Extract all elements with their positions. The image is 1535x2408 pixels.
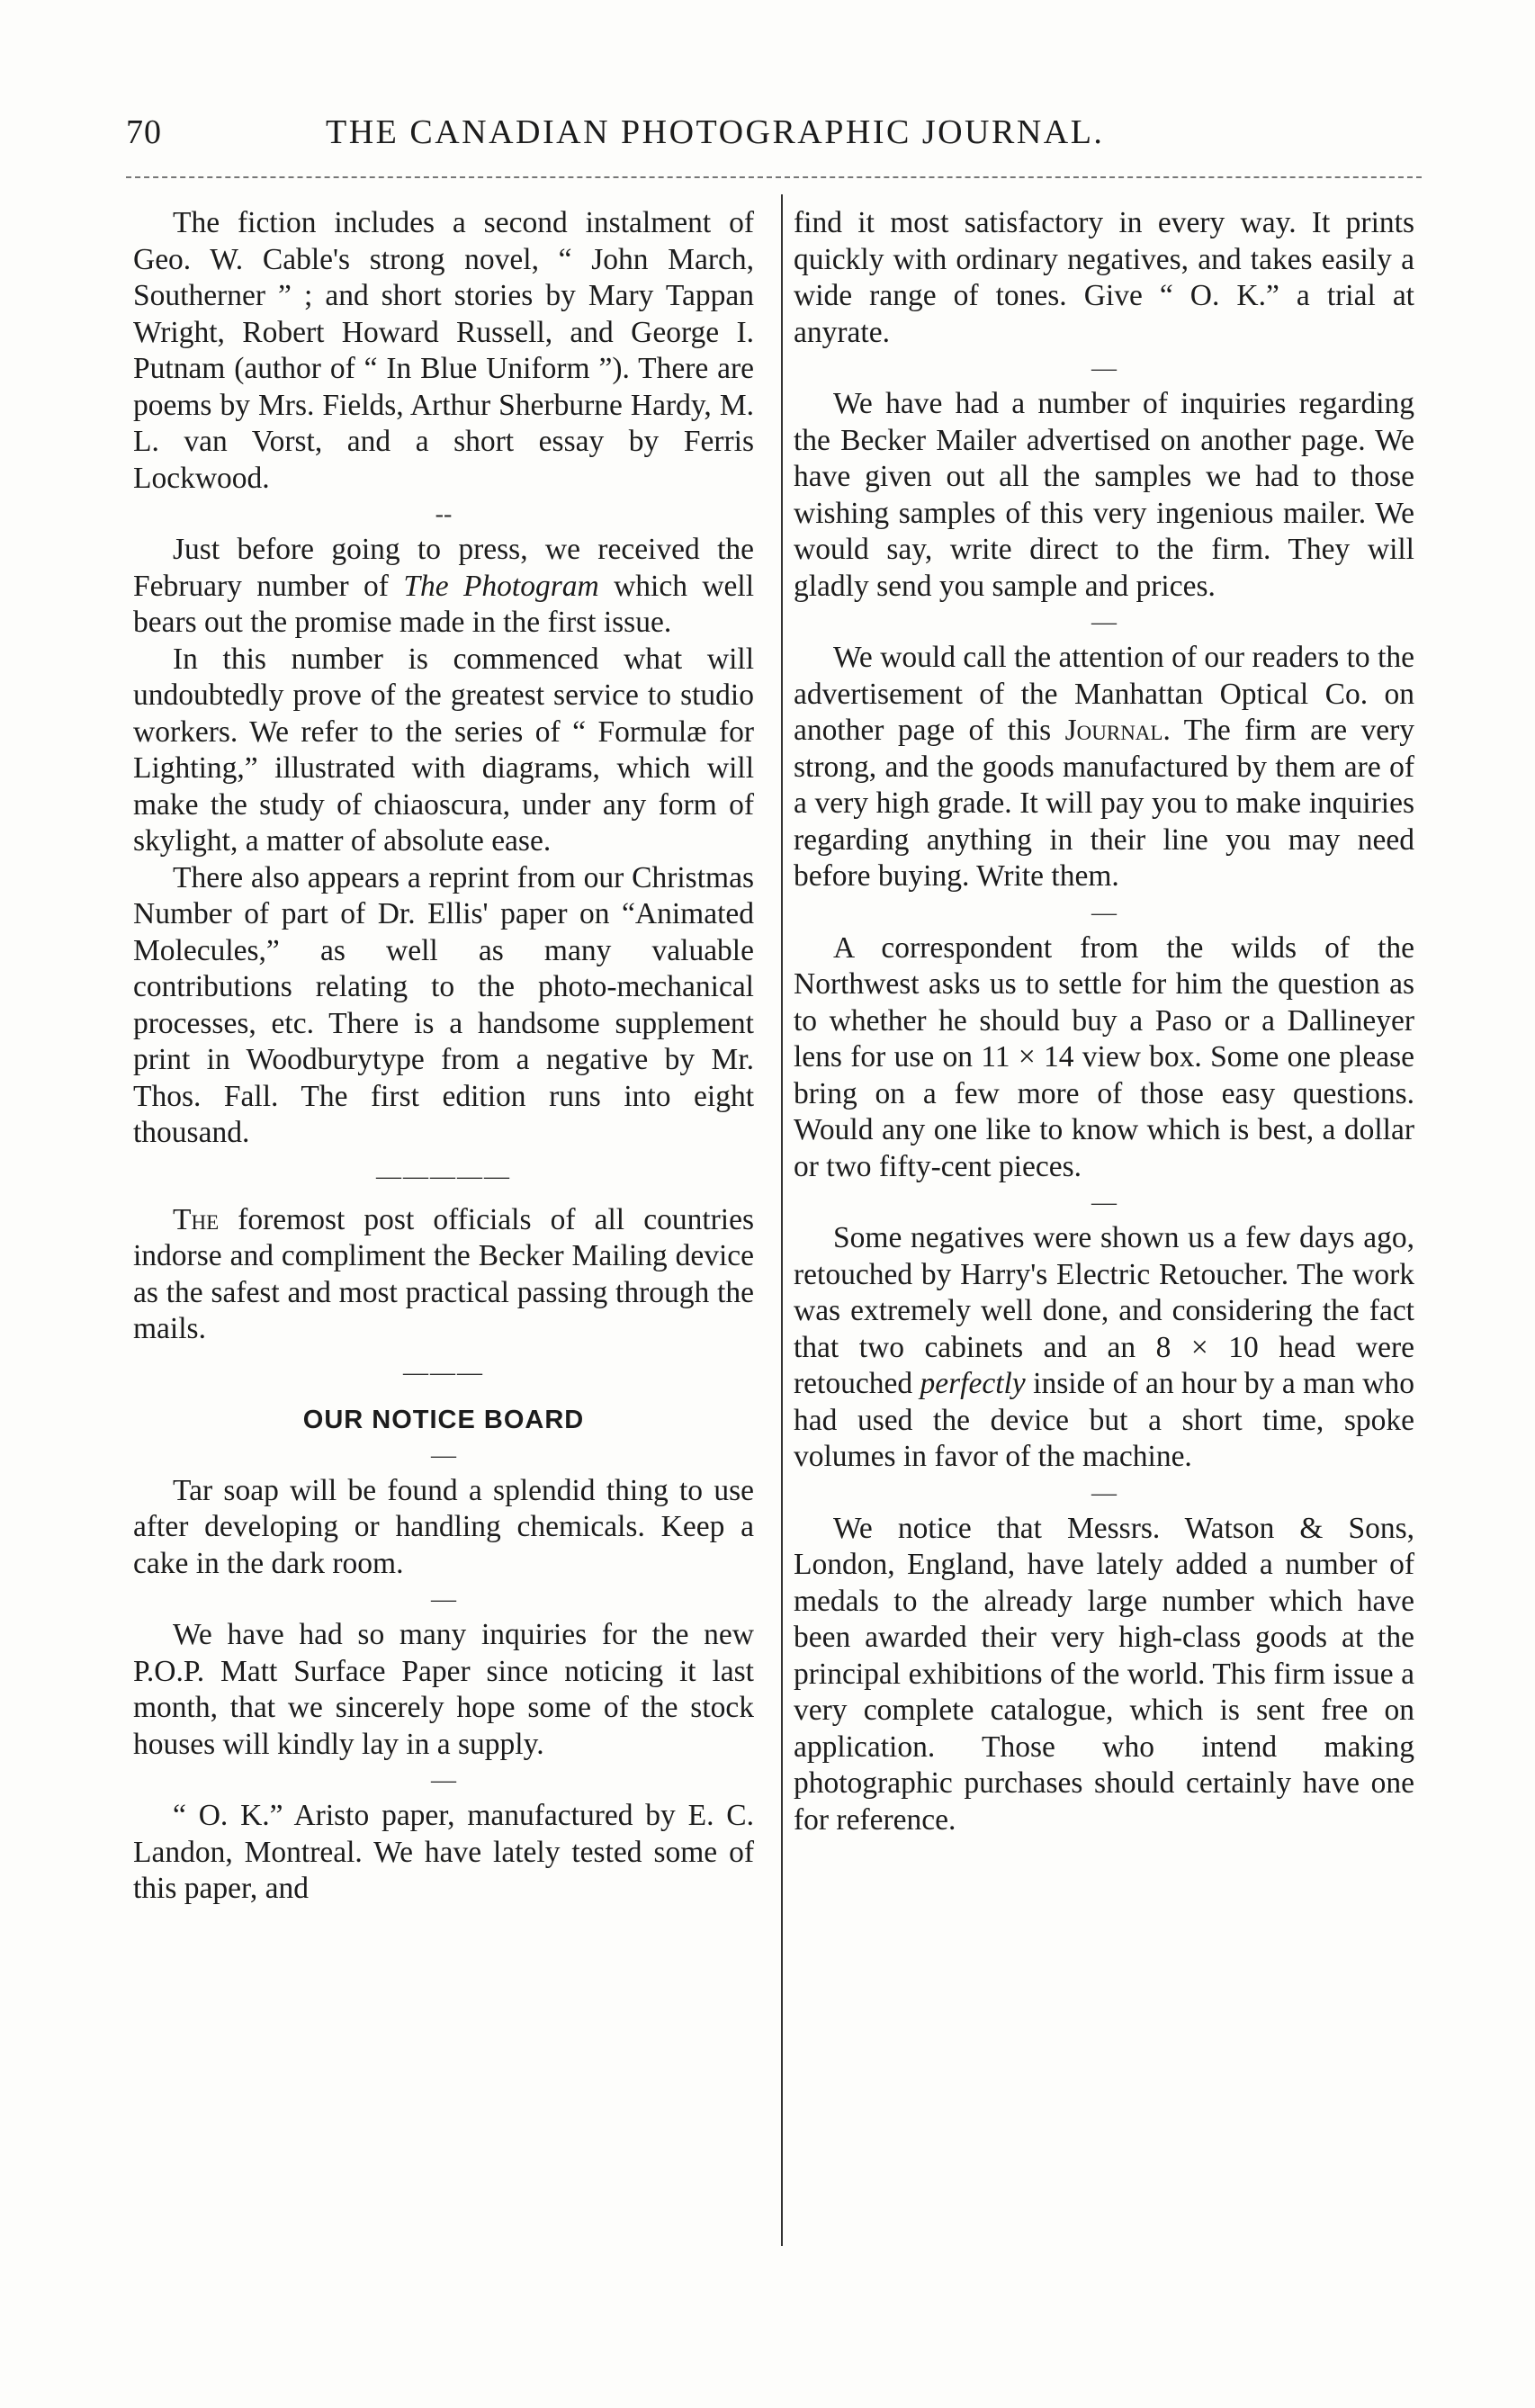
separator: — — [1091, 1478, 1117, 1507]
page-number: 70 — [126, 113, 162, 151]
left-column — [133, 205, 754, 1908]
separator: — — [431, 1766, 456, 1794]
separator: — — [1091, 1189, 1117, 1217]
post-lead: The — [173, 1202, 220, 1236]
separator: — — [431, 1586, 456, 1613]
paragraph-photogram — [133, 532, 754, 642]
photogram-title: The Photogram — [403, 569, 599, 603]
separator: — — [1091, 898, 1117, 927]
separator: ——— — [403, 1358, 484, 1387]
paragraph-becker-mailer: We have had a number of inquiries regarding the Becker Mailer advertised on another page. We have given out all the samples we had to those wishing samples of this very ingenious mailer. We would say, write direct to the firm. They will gladly send you sample and prices. — [794, 387, 1414, 603]
paragraph-northwest: A correspondent from the wilds of the Northwest asks us to settle for him the question as to whether he should buy a Paso or a Dallineyer lens for use on 11 × 14 view box. Some one please bring on a few more of those easy questions. Would any one like to know which is best, a dollar or two fifty-cent pieces. — [794, 930, 1414, 1183]
photogram-rest: which well bears out the promise made in the first issue. — [133, 569, 755, 639]
retouch-a: Some negatives were shown us a few days ago, retouched by Harry's Electric Retoucher. The work was extremely well done, and considering the fact that two cabinets and an 8 × 10 head were retouched — [794, 1221, 1414, 1400]
separator: — — [1091, 355, 1117, 382]
manhattan-a: We would call the attention of our readers to the advertisement of the Manhattan Optical Co. on another page of this — [794, 641, 1414, 747]
retouch-emphasis: perfectly — [920, 1367, 1026, 1400]
manhattan-journal: Journal. — [1064, 714, 1171, 747]
post-rest: foremost post officials of all countries indorse and compliment the Becker Mailing device as the safest and most practical passing through the mails. — [133, 1202, 754, 1345]
paragraph-watson: We notice that Messrs. Watson & Sons, London, England, have lately added a number of medals to the already large number which have been awarded their very high-class goods at the principal exhibitions of the world. This firm issue a very complete catalogue, which is sent free on application. Those who intend making photographic purchases should certainly have one for reference. — [794, 1511, 1414, 1837]
header-rule — [126, 176, 1422, 178]
separator: — — [431, 1441, 456, 1469]
paragraph-ok-aristo: “ O. K.” Aristo paper, manufactured by E. C. Landon, Montreal. We have lately tested some of this paper, and — [133, 1799, 754, 1905]
paragraph-tar-soap: Tar soap will be found a splendid thing to use after developing or handling chemicals. Keep a cake in the dark room. — [133, 1473, 754, 1580]
column-divider — [781, 194, 783, 2246]
paragraph-pop-matt: We have had so many inquiries for the new P.O.P. Matt Surface Paper since noticing it last month, that we sincerely hope some of the stock houses will kindly lay in a supply. — [133, 1618, 754, 1761]
paragraph-manhattan — [794, 640, 1414, 895]
page-header — [126, 112, 1422, 166]
manhattan-b: The firm are very strong, and the goods manufactured by them are of a very high grade. It will pay you to make inquiries regarding anything in their line you may need before buying. Write them. — [794, 714, 1415, 893]
separator: — — [1091, 608, 1117, 636]
journal-title: THE CANADIAN PHOTOGRAPHIC JOURNAL. — [326, 113, 1105, 151]
paragraph-fiction: The fiction includes a second instalment of Geo. W. Cable's strong novel, “ John March, Southerner ” ; and short stories by Mary Tappan Wright, Robert Howard Russell, and George I. Putnam (author of “ In Blue Uniform ”). There are poems by Mrs. Fields, Arthur Sherburne Hardy, M. L. van Vorst, and a short essay by Ferris Lockwood. — [133, 206, 754, 495]
separator: -- — [435, 500, 453, 528]
paragraph-retoucher — [794, 1220, 1414, 1476]
paragraph-post-officials — [133, 1202, 754, 1348]
notice-board-heading: OUR NOTICE BOARD — [302, 1405, 585, 1434]
paragraph-reprint: There also appears a reprint from our Christmas Number of part of Dr. Ellis' paper on “Animated Molecules,” as well as many valuable contributions relating to the photo-mechanical processes, etc. There is a handsome supplement print in Woodburytype from a negative by Mr. Thos. Fall. The first edition runs into eight thousand. — [133, 860, 754, 1149]
retouch-b: inside of an hour by a man who had used the device but a short time, spoke volumes in favor of the machine. — [794, 1367, 1414, 1473]
photogram-intro: Just before going to press, we received the February number of — [133, 533, 754, 603]
paragraph-ok-continued: find it most satisfactory in every way. It prints quickly with ordinary negatives, and takes easily a wide range of tones. Give “ O. K.” a trial at anyrate. — [794, 206, 1414, 349]
separator: ————— — [376, 1162, 511, 1191]
paragraph-formulae: In this number is commenced what will undoubtedly prove of the greatest service to studio workers. We refer to the series of “ Formulæ for Lighting,” illustrated with diagrams, which will make the study of chiaoscura, under any form of skylight, a matter of absolute ease. — [133, 642, 754, 858]
right-column — [794, 205, 1414, 1838]
